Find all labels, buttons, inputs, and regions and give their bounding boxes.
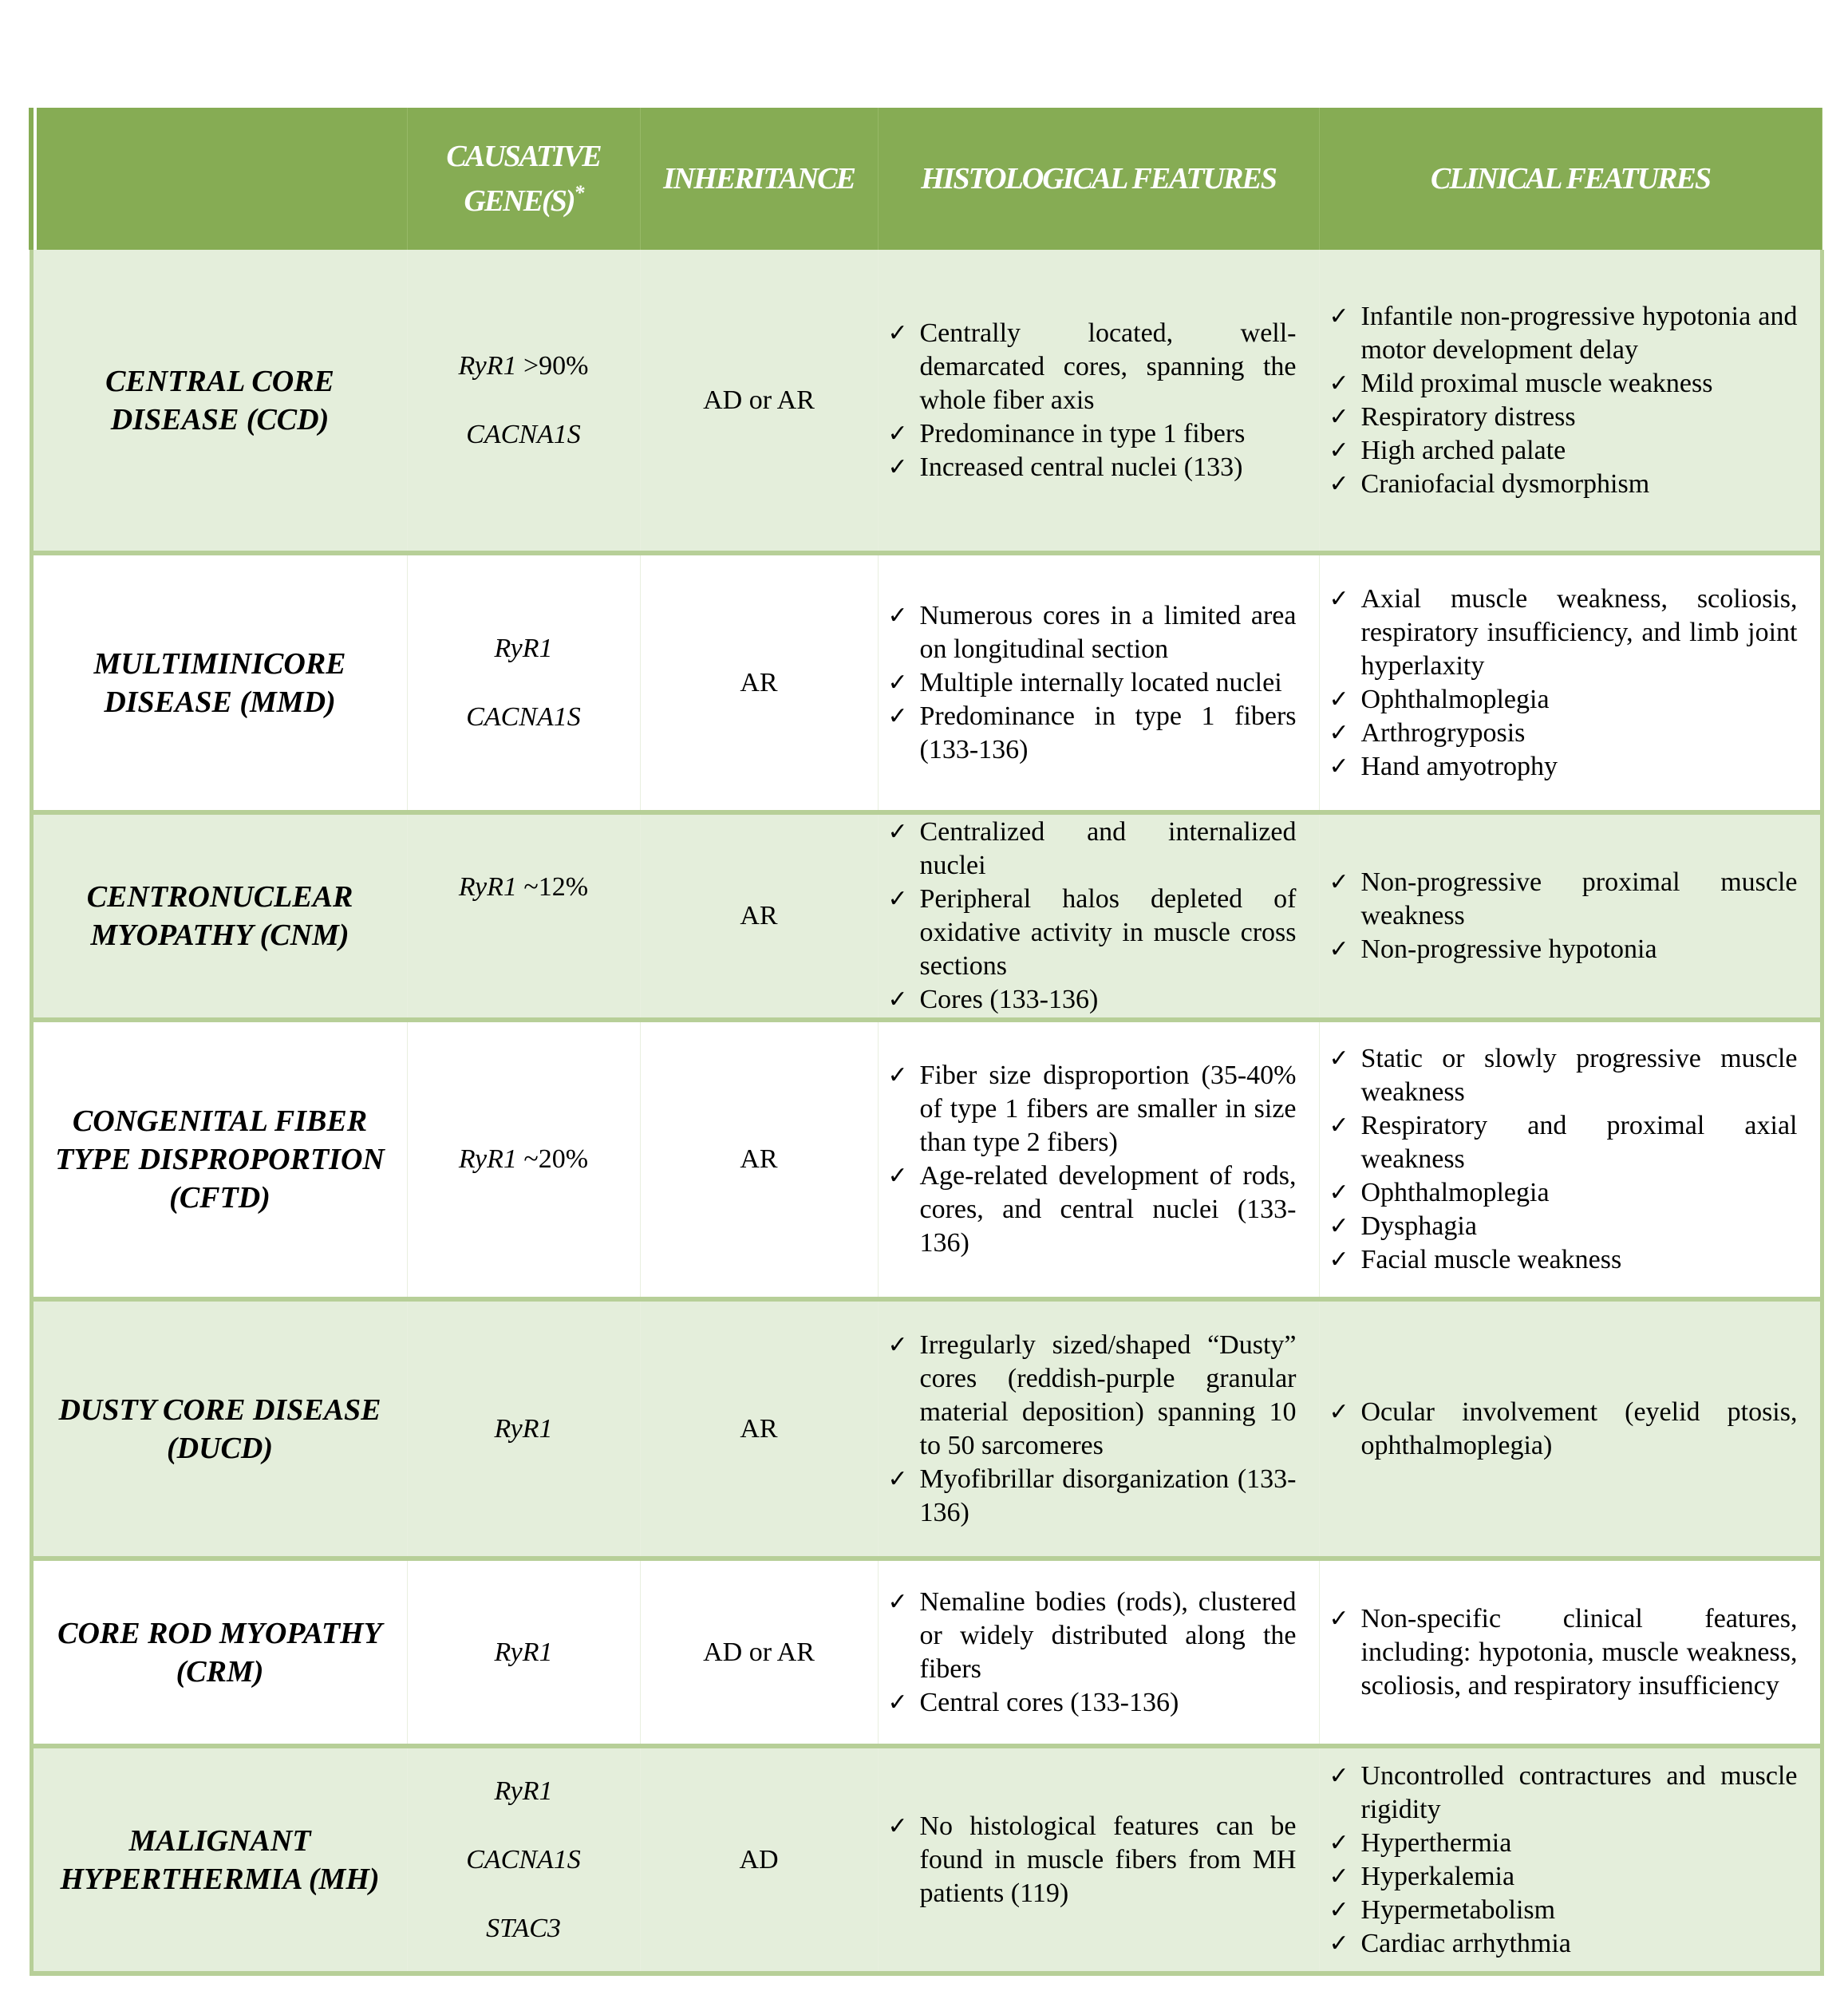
feature-text: Infantile non-progressive hypotonia and motor development delay [1360, 301, 1798, 365]
inheritance-pattern: AD or AR [640, 250, 878, 553]
feature-item [1329, 1860, 1798, 1894]
checkmark-icon: ✓ [1329, 302, 1349, 330]
checkmark-icon: ✓ [1329, 1828, 1349, 1857]
feature-text: No histological features can be found in muscle fibers from MH patients (119) [919, 1811, 1297, 1908]
feature-text: Centralized and internalized nuclei [919, 817, 1297, 880]
clinical-features-cell [1319, 553, 1822, 812]
clinical-features-cell [1319, 812, 1822, 1020]
clinical-features-list [1326, 1760, 1814, 1961]
checkmark-icon: ✓ [1329, 1045, 1349, 1073]
feature-item [1329, 434, 1798, 468]
feature-item [888, 983, 1297, 1017]
checkmark-icon: ✓ [887, 1688, 908, 1716]
feature-item [1329, 1243, 1798, 1277]
causative-genes-cell [407, 1299, 640, 1558]
gene-entry [414, 350, 634, 383]
header-histological-features: HISTOLOGICAL FEATURES [878, 108, 1319, 250]
feature-item [1329, 1042, 1798, 1109]
checkmark-icon: ✓ [887, 668, 908, 697]
feature-text: Non-specific clinical features, including: hypotonia, muscle weakness, scoliosis, and respiratory insufficiency [1360, 1603, 1798, 1701]
disease-name: CENTRAL CORE DISEASE (CCD) [31, 250, 407, 553]
checkmark-icon: ✓ [1329, 1397, 1349, 1426]
table-body [31, 250, 1822, 1973]
inheritance-pattern: AD or AR [640, 1558, 878, 1746]
gene-frequency: ~20% [516, 1144, 589, 1174]
feature-item [1329, 1894, 1798, 1927]
checkmark-icon: ✓ [1329, 1895, 1349, 1924]
feature-item [1329, 1827, 1798, 1860]
feature-item [1329, 401, 1798, 434]
feature-text: Numerous cores in a limited area on longitudinal section [919, 600, 1297, 664]
checkmark-icon: ✓ [1329, 436, 1349, 464]
feature-text: Ocular involvement (eyelid ptosis, ophthalmoplegia) [1360, 1396, 1798, 1460]
feature-item [1329, 1927, 1798, 1961]
gene-entry [414, 701, 634, 734]
table-row [31, 812, 1822, 1020]
feature-text: Static or slowly progressive muscle weakness [1360, 1044, 1798, 1107]
feature-text: Hyperkalemia [1360, 1861, 1515, 1891]
gene-name: RyR1 [458, 1144, 517, 1174]
checkmark-icon: ✓ [1329, 1112, 1349, 1140]
feature-item [888, 451, 1297, 484]
feature-text: Myofibrillar disorganization (133-136) [919, 1464, 1297, 1527]
gene-entry [414, 418, 634, 452]
gene-name: CACNA1S [466, 1844, 581, 1875]
gene-name: RyR1 [494, 1776, 553, 1806]
feature-item [1329, 1760, 1798, 1827]
checkmark-icon: ✓ [887, 419, 908, 448]
causative-genes-cell [407, 1558, 640, 1746]
feature-text: Ophthalmoplegia [1360, 684, 1550, 714]
histological-features-list [885, 599, 1313, 767]
header-disease [31, 108, 407, 250]
gene-name: RyR1 [458, 872, 517, 902]
header-causative-genes-label: CAUSATIVE GENE(S) [446, 139, 601, 218]
gene-name: RyR1 [494, 1413, 553, 1444]
feature-item [1329, 1602, 1798, 1703]
feature-text: Hyperthermia [1360, 1827, 1512, 1858]
checkmark-icon: ✓ [1329, 1212, 1349, 1240]
feature-text: Facial muscle weakness [1360, 1245, 1622, 1274]
feature-item [888, 1059, 1297, 1159]
histological-features-list [885, 816, 1313, 1017]
clinical-features-list [1326, 1396, 1814, 1463]
disease-name: MULTIMINICORE DISEASE (MMD) [31, 553, 407, 812]
gene-name: STAC3 [486, 1913, 561, 1943]
disease-table-container [29, 108, 1819, 1976]
ryr1-myopathies-table [29, 108, 1824, 1976]
feature-item [1329, 300, 1798, 367]
gene-entry [414, 1775, 634, 1808]
checkmark-icon: ✓ [1329, 402, 1349, 431]
histological-features-list [885, 1329, 1313, 1530]
gene-frequency: >90% [516, 350, 589, 381]
checkmark-icon: ✓ [1329, 868, 1349, 896]
inheritance-pattern: AR [640, 1020, 878, 1299]
feature-text: Irregularly sized/shaped “Dusty” cores (reddish-purple granular material deposition) spanning 10 to 50 sarcomeres [919, 1329, 1297, 1460]
header-causative-genes [407, 108, 640, 250]
feature-item [888, 816, 1297, 883]
feature-item [1329, 717, 1798, 750]
feature-item [888, 1329, 1297, 1463]
feature-text: Dysphagia [1360, 1211, 1477, 1241]
feature-item [888, 1159, 1297, 1260]
causative-genes-cell [407, 1746, 640, 1973]
table-row [31, 250, 1822, 553]
feature-text: Non-progressive proximal muscle weakness [1360, 867, 1798, 930]
gene-entry [414, 1636, 634, 1669]
feature-text: Cores (133-136) [919, 985, 1099, 1014]
feature-text: Centrally located, well-demarcated cores, spanning the whole fiber axis [919, 318, 1297, 415]
histological-features-cell [878, 1746, 1319, 1973]
feature-text: Increased central nuclei (133) [919, 452, 1243, 482]
feature-text: Respiratory distress [1360, 401, 1576, 432]
feature-item [1329, 468, 1798, 501]
gene-entry [414, 1143, 634, 1176]
gene-name: CACNA1S [466, 419, 581, 449]
feature-item [1329, 1176, 1798, 1210]
table-row [31, 1558, 1822, 1746]
disease-name: CORE ROD MYOPATHY (CRM) [31, 1558, 407, 1746]
feature-item [888, 1686, 1297, 1720]
checkmark-icon: ✓ [887, 986, 908, 1013]
gene-name: CACNA1S [466, 701, 581, 732]
histological-features-cell [878, 250, 1319, 553]
histological-features-list [885, 1586, 1313, 1720]
feature-item [1329, 367, 1798, 401]
histological-features-cell [878, 1299, 1319, 1558]
clinical-features-cell [1319, 1746, 1822, 1973]
histological-features-list [885, 1810, 1313, 1910]
clinical-features-cell [1319, 250, 1822, 553]
checkmark-icon: ✓ [1329, 1179, 1349, 1207]
checkmark-icon: ✓ [887, 1061, 908, 1089]
checkmark-icon: ✓ [1329, 1929, 1349, 1957]
feature-text: Craniofacial dysmorphism [1360, 468, 1650, 499]
checkmark-icon: ✓ [887, 885, 908, 913]
histological-features-cell [878, 812, 1319, 1020]
feature-item [1329, 683, 1798, 717]
feature-text: Hand amyotrophy [1360, 751, 1558, 781]
feature-text: Mild proximal muscle weakness [1360, 368, 1713, 398]
checkmark-icon: ✓ [1329, 1604, 1349, 1633]
checkmark-icon: ✓ [1329, 1246, 1349, 1274]
histological-features-cell [878, 553, 1319, 812]
disease-name: CENTRONUCLEAR MYOPATHY (CNM) [31, 812, 407, 1020]
feature-item [1329, 1210, 1798, 1243]
checkmark-icon: ✓ [887, 1464, 908, 1493]
histological-features-list [885, 1059, 1313, 1260]
inheritance-pattern: AR [640, 553, 878, 812]
feature-item [888, 666, 1297, 700]
feature-item [1329, 933, 1798, 966]
feature-text: Multiple internally located nuclei [919, 667, 1282, 697]
inheritance-pattern: AR [640, 1299, 878, 1558]
histological-features-list [885, 317, 1313, 484]
feature-item [1329, 866, 1798, 933]
feature-text: Nemaline bodies (rods), clustered or widely distributed along the fibers [919, 1586, 1297, 1684]
feature-item [888, 1810, 1297, 1910]
table-row [31, 1020, 1822, 1299]
feature-text: Non-progressive hypotonia [1360, 934, 1657, 964]
header-row [31, 108, 1822, 250]
checkmark-icon: ✓ [887, 1162, 908, 1190]
feature-text: Peripheral halos depleted of oxidative activity in muscle cross sections [919, 884, 1297, 981]
feature-text: Hypermetabolism [1360, 1894, 1556, 1925]
gene-frequency: ~12% [516, 872, 589, 902]
histological-features-cell [878, 1020, 1319, 1299]
feature-item [1329, 750, 1798, 784]
checkmark-icon: ✓ [887, 1587, 908, 1616]
checkmark-icon: ✓ [887, 318, 908, 347]
feature-item [888, 883, 1297, 983]
feature-text: Cardiac arrhythmia [1360, 1928, 1571, 1958]
feature-text: High arched palate [1360, 435, 1566, 465]
checkmark-icon: ✓ [887, 1330, 908, 1359]
causative-genes-cell [407, 1020, 640, 1299]
disease-name: MALIGNANT HYPERTHERMIA (MH) [31, 1746, 407, 1973]
feature-text: Predominance in type 1 fibers (133-136) [919, 701, 1297, 764]
checkmark-icon: ✓ [1329, 369, 1349, 397]
feature-item [888, 417, 1297, 451]
gene-name: RyR1 [458, 350, 517, 381]
gene-name: RyR1 [494, 633, 553, 663]
feature-item [888, 317, 1297, 417]
clinical-features-list [1326, 583, 1814, 784]
inheritance-pattern: AR [640, 812, 878, 1020]
causative-genes-cell [407, 812, 640, 1020]
header-inheritance: INHERITANCE [640, 108, 878, 250]
checkmark-icon: ✓ [1329, 1862, 1349, 1890]
checkmark-icon: ✓ [1329, 584, 1349, 613]
inheritance-pattern: AD [640, 1746, 878, 1973]
feature-text: Uncontrolled contractures and muscle rigidity [1360, 1760, 1798, 1824]
feature-text: Age-related development of rods, cores, and central nuclei (133-136) [919, 1161, 1297, 1258]
feature-item [888, 1586, 1297, 1686]
feature-text: Arthrogryposis [1360, 717, 1526, 748]
header-clinical-features: CLINICAL FEATURES [1319, 108, 1822, 250]
checkmark-icon: ✓ [1329, 718, 1349, 747]
disease-name: DUSTY CORE DISEASE (DUCD) [31, 1299, 407, 1558]
histological-features-cell [878, 1558, 1319, 1746]
feature-text: Respiratory and proximal axial weakness [1360, 1111, 1798, 1174]
feature-item [888, 700, 1297, 767]
gene-name: RyR1 [494, 1637, 553, 1667]
feature-item [1329, 583, 1798, 683]
gene-entry [414, 632, 634, 666]
checkmark-icon: ✓ [1329, 1761, 1349, 1790]
table-row [31, 1299, 1822, 1558]
feature-item [888, 1463, 1297, 1530]
checkmark-icon: ✓ [1329, 469, 1349, 498]
table-row [31, 1746, 1822, 1973]
table-row [31, 553, 1822, 812]
causative-genes-cell [407, 250, 640, 553]
clinical-features-cell [1319, 1020, 1822, 1299]
checkmark-icon: ✓ [887, 701, 908, 730]
disease-name: CONGENITAL FIBER TYPE DISPROPORTION (CFTD) [31, 1020, 407, 1299]
checkmark-icon: ✓ [887, 818, 908, 846]
feature-text: Fiber size disproportion (35-40% of type 1 fibers are smaller in size than type 2 fibers) [919, 1061, 1297, 1157]
feature-item [1329, 1109, 1798, 1176]
feature-text: Ophthalmoplegia [1360, 1178, 1550, 1207]
checkmark-icon: ✓ [1329, 752, 1349, 780]
clinical-features-list [1326, 1042, 1814, 1277]
clinical-features-list [1326, 1602, 1814, 1703]
checkmark-icon: ✓ [887, 1811, 908, 1840]
clinical-features-cell [1319, 1299, 1822, 1558]
checkmark-icon: ✓ [1329, 685, 1349, 713]
gene-entry [414, 1912, 634, 1946]
gene-entry [414, 871, 634, 904]
causative-genes-cell [407, 553, 640, 812]
feature-text: Axial muscle weakness, scoliosis, respiratory insufficiency, and limb joint hyperlaxity [1360, 583, 1798, 681]
feature-text: Central cores (133-136) [919, 1687, 1179, 1717]
gene-entry [414, 1843, 634, 1877]
footnote-marker: * [574, 180, 583, 204]
feature-text: Predominance in type 1 fibers [919, 418, 1246, 448]
feature-item [888, 599, 1297, 666]
feature-item [1329, 1396, 1798, 1463]
gene-entry [414, 1412, 634, 1446]
checkmark-icon: ✓ [887, 601, 908, 630]
clinical-features-list [1326, 866, 1814, 966]
checkmark-icon: ✓ [887, 452, 908, 481]
clinical-features-cell [1319, 1558, 1822, 1746]
clinical-features-list [1326, 300, 1814, 501]
checkmark-icon: ✓ [1329, 935, 1349, 963]
